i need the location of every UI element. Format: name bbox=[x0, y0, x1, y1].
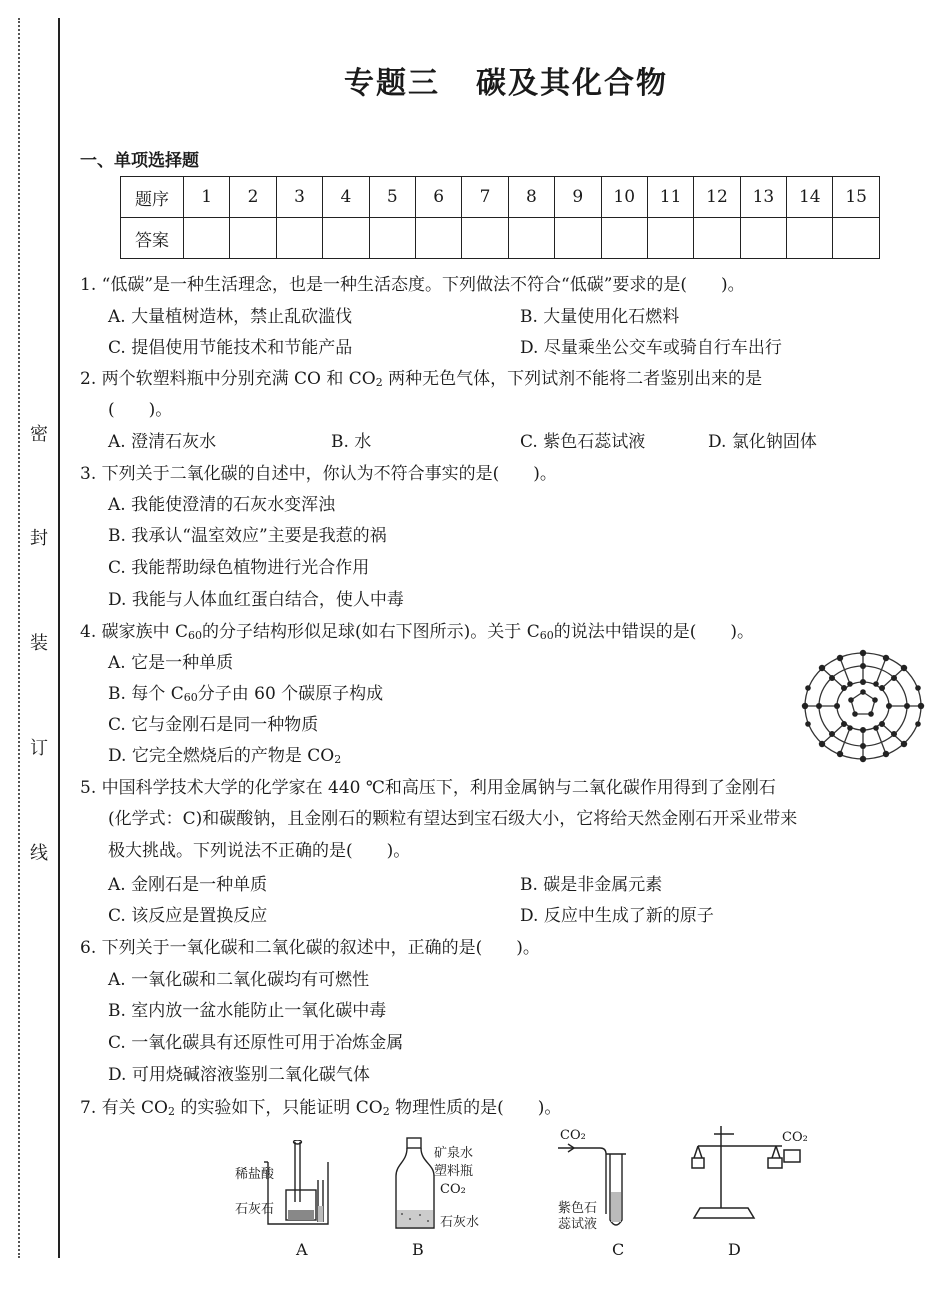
answer-cell[interactable] bbox=[184, 218, 230, 259]
figure-b-gas-label: CO₂ bbox=[440, 1182, 466, 1197]
answer-cell[interactable] bbox=[787, 218, 833, 259]
q4-stem-part1: 4. 碳家族中 C bbox=[80, 622, 189, 642]
table-number-cell: 4 bbox=[323, 177, 369, 218]
q2-option-d: D. 氯化钠固体 bbox=[708, 432, 817, 452]
question-2-stem bbox=[80, 364, 762, 389]
q3-option-a: A. 我能使澄清的石灰水变浑浊 bbox=[108, 495, 336, 515]
q5-option-d: D. 反应中生成了新的原子 bbox=[520, 906, 714, 926]
answer-cell[interactable] bbox=[369, 218, 415, 259]
q6-option-d: D. 可用烧碱溶液鉴别二氧化碳气体 bbox=[108, 1065, 370, 1085]
q1-option-c: C. 提倡使用节能技术和节能产品 bbox=[108, 338, 353, 358]
table-number-cell: 3 bbox=[276, 177, 322, 218]
answer-cell[interactable] bbox=[833, 218, 879, 259]
q4-option-b bbox=[108, 679, 383, 704]
title-topic-name: 碳及其化合物 bbox=[476, 66, 668, 101]
question-4-stem bbox=[80, 617, 754, 642]
figure-b-plastic-bottle bbox=[390, 1136, 440, 1232]
figure-d-gas-label: CO₂ bbox=[782, 1130, 808, 1145]
figure-b-water-label: 石灰水 bbox=[440, 1215, 480, 1230]
figure-c-reagent-label-line2: 蕊试液 bbox=[558, 1217, 598, 1232]
answer-cell[interactable] bbox=[694, 218, 740, 259]
question-1-stem: 1. “低碳”是一种生活理念，也是一种生活态度。下列做法不符合“低碳”要求的是( )。 bbox=[80, 275, 745, 295]
table-number-cell: 14 bbox=[787, 177, 833, 218]
q4-stem-part2: 的分子结构形似足球(如右下图所示)。关于 C bbox=[202, 622, 540, 642]
q4-b-part1: B. 每个 C bbox=[108, 684, 184, 704]
q4-option-c: C. 它与金刚石是同一种物质 bbox=[108, 715, 319, 735]
q4-option-a: A. 它是一种单质 bbox=[108, 653, 234, 673]
q2-stem-part1: 2. 两个软塑料瓶中分别充满 CO 和 CO bbox=[80, 369, 376, 389]
table-number-cell: 2 bbox=[230, 177, 276, 218]
q4-d-subscript: 2 bbox=[334, 753, 342, 766]
figure-c-gas-label: CO₂ bbox=[560, 1128, 586, 1143]
table-number-cell: 6 bbox=[415, 177, 461, 218]
q4-subscript-60: 60 bbox=[188, 629, 203, 642]
seal-char-4: 订 bbox=[30, 738, 48, 759]
figure-b-bottle-label-line2: 塑料瓶 bbox=[434, 1164, 474, 1179]
table-number-cell: 13 bbox=[740, 177, 786, 218]
q1-option-b: B. 大量使用化石燃料 bbox=[520, 307, 680, 327]
title-topic-number: 专题三 bbox=[344, 66, 440, 101]
q2-option-c: C. 紫色石蕊试液 bbox=[520, 432, 646, 452]
q7-stem-part3: 物理性质的是( )。 bbox=[389, 1098, 562, 1118]
q7-subscript-1: 2 bbox=[167, 1105, 175, 1118]
margin-border-line bbox=[58, 18, 60, 1258]
answer-cell[interactable] bbox=[415, 218, 461, 259]
seal-char-3: 装 bbox=[30, 633, 48, 654]
answer-cell[interactable] bbox=[323, 218, 369, 259]
question-3-stem: 3. 下列关于二氧化碳的自述中，你认为不符合事实的是( )。 bbox=[80, 464, 557, 484]
q6-option-a: A. 一氧化碳和二氧化碳均有可燃性 bbox=[108, 970, 370, 990]
q3-option-c: C. 我能帮助绿色植物进行光合作用 bbox=[108, 558, 370, 578]
seal-char-5: 线 bbox=[30, 843, 48, 864]
table-number-cell: 11 bbox=[647, 177, 693, 218]
q3-option-d: D. 我能与人体血红蛋白结合，使人中毒 bbox=[108, 590, 404, 610]
table-number-cell: 9 bbox=[555, 177, 601, 218]
q4-d-part1: D. 它完全燃烧后的产物是 CO bbox=[108, 746, 335, 766]
question-5-line1: 5. 中国科学技术大学的化学家在 440 ℃和高压下，利用金属钠与二氧化碳作用得到了金刚石 bbox=[80, 778, 776, 798]
q4-stem-part3: 的说法中错误的是( )。 bbox=[553, 622, 754, 642]
table-header-answer: 答案 bbox=[121, 218, 184, 259]
question-5-line3: 极大挑战。下列说法不正确的是( )。 bbox=[108, 841, 411, 861]
cut-line-dotted bbox=[18, 18, 20, 1258]
answer-cell[interactable] bbox=[276, 218, 322, 259]
q4-subscript-60b: 60 bbox=[539, 629, 554, 642]
table-number-cell: 12 bbox=[694, 177, 740, 218]
table-number-cell: 15 bbox=[833, 177, 879, 218]
figure-c-reagent-label-line1: 紫色石 bbox=[558, 1201, 598, 1216]
q2-option-a: A. 澄清石灰水 bbox=[108, 432, 217, 452]
figure-b-bottle-label-line1: 矿泉水 bbox=[434, 1146, 474, 1161]
q1-option-a: A. 大量植树造林，禁止乱砍滥伐 bbox=[108, 307, 353, 327]
answer-cell[interactable] bbox=[230, 218, 276, 259]
q1-option-d: D. 尽量乘坐公交车或骑自行车出行 bbox=[520, 338, 782, 358]
q7-stem-part2: 的实验如下，只能证明 CO bbox=[174, 1098, 383, 1118]
section-heading: 一、单项选择题 bbox=[80, 151, 199, 171]
page-title bbox=[0, 58, 950, 102]
answer-table-answer-row bbox=[121, 218, 880, 259]
q6-option-c: C. 一氧化碳具有还原性可用于冶炼金属 bbox=[108, 1033, 404, 1053]
table-number-cell: 1 bbox=[184, 177, 230, 218]
question-5-line2: (化学式：C)和碳酸钠，且金刚石的颗粒有望达到宝石级大小，它将给天然金刚石开采业带来 bbox=[108, 809, 798, 829]
c60-molecule-figure bbox=[800, 648, 926, 764]
q2-option-b: B. 水 bbox=[331, 432, 372, 452]
q7-subscript-2: 2 bbox=[382, 1105, 390, 1118]
table-number-cell: 8 bbox=[508, 177, 554, 218]
q6-option-b: B. 室内放一盆水能防止一氧化碳中毒 bbox=[108, 1001, 387, 1021]
figure-c-letter: C bbox=[612, 1240, 625, 1259]
q4-b-part2: 分子由 60 个碳原子构成 bbox=[197, 684, 384, 704]
q3-option-b: B. 我承认“温室效应”主要是我惹的祸 bbox=[108, 526, 387, 546]
table-header-number: 题序 bbox=[121, 177, 184, 218]
answer-cell[interactable] bbox=[647, 218, 693, 259]
question-7-stem bbox=[80, 1093, 561, 1118]
figure-d-letter: D bbox=[728, 1240, 741, 1259]
answer-cell[interactable] bbox=[508, 218, 554, 259]
q5-option-c: C. 该反应是置换反应 bbox=[108, 906, 268, 926]
q4-option-d bbox=[108, 741, 341, 766]
table-number-cell: 5 bbox=[369, 177, 415, 218]
figure-a-acid-label: 稀盐酸 bbox=[235, 1167, 275, 1182]
seal-char-1: 密 bbox=[30, 424, 48, 445]
question-6-stem: 6. 下列关于一氧化碳和二氧化碳的叙述中，正确的是( )。 bbox=[80, 938, 540, 958]
q2-subscript: 2 bbox=[375, 376, 383, 389]
q7-stem-part1: 7. 有关 CO bbox=[80, 1098, 168, 1118]
q4-b-subscript: 60 bbox=[183, 691, 198, 704]
q5-option-b: B. 碳是非金属元素 bbox=[520, 875, 663, 895]
q2-stem-part2: 两种无色气体，下列试剂不能将二者鉴别出来的是 bbox=[382, 369, 763, 389]
figure-a-stone-label: 石灰石 bbox=[235, 1202, 275, 1217]
figure-b-letter: B bbox=[412, 1240, 424, 1259]
figure-a-letter: A bbox=[296, 1240, 308, 1259]
answer-cell[interactable] bbox=[462, 218, 508, 259]
answer-cell[interactable] bbox=[740, 218, 786, 259]
answer-table-number-row bbox=[121, 177, 880, 218]
table-number-cell: 7 bbox=[462, 177, 508, 218]
table-number-cell: 10 bbox=[601, 177, 647, 218]
q5-option-a: A. 金刚石是一种单质 bbox=[108, 875, 268, 895]
answer-cell[interactable] bbox=[555, 218, 601, 259]
answer-cell[interactable] bbox=[601, 218, 647, 259]
question-2-stem-line2: ( )。 bbox=[108, 400, 173, 420]
seal-char-2: 封 bbox=[30, 528, 48, 549]
answer-table bbox=[120, 176, 880, 259]
